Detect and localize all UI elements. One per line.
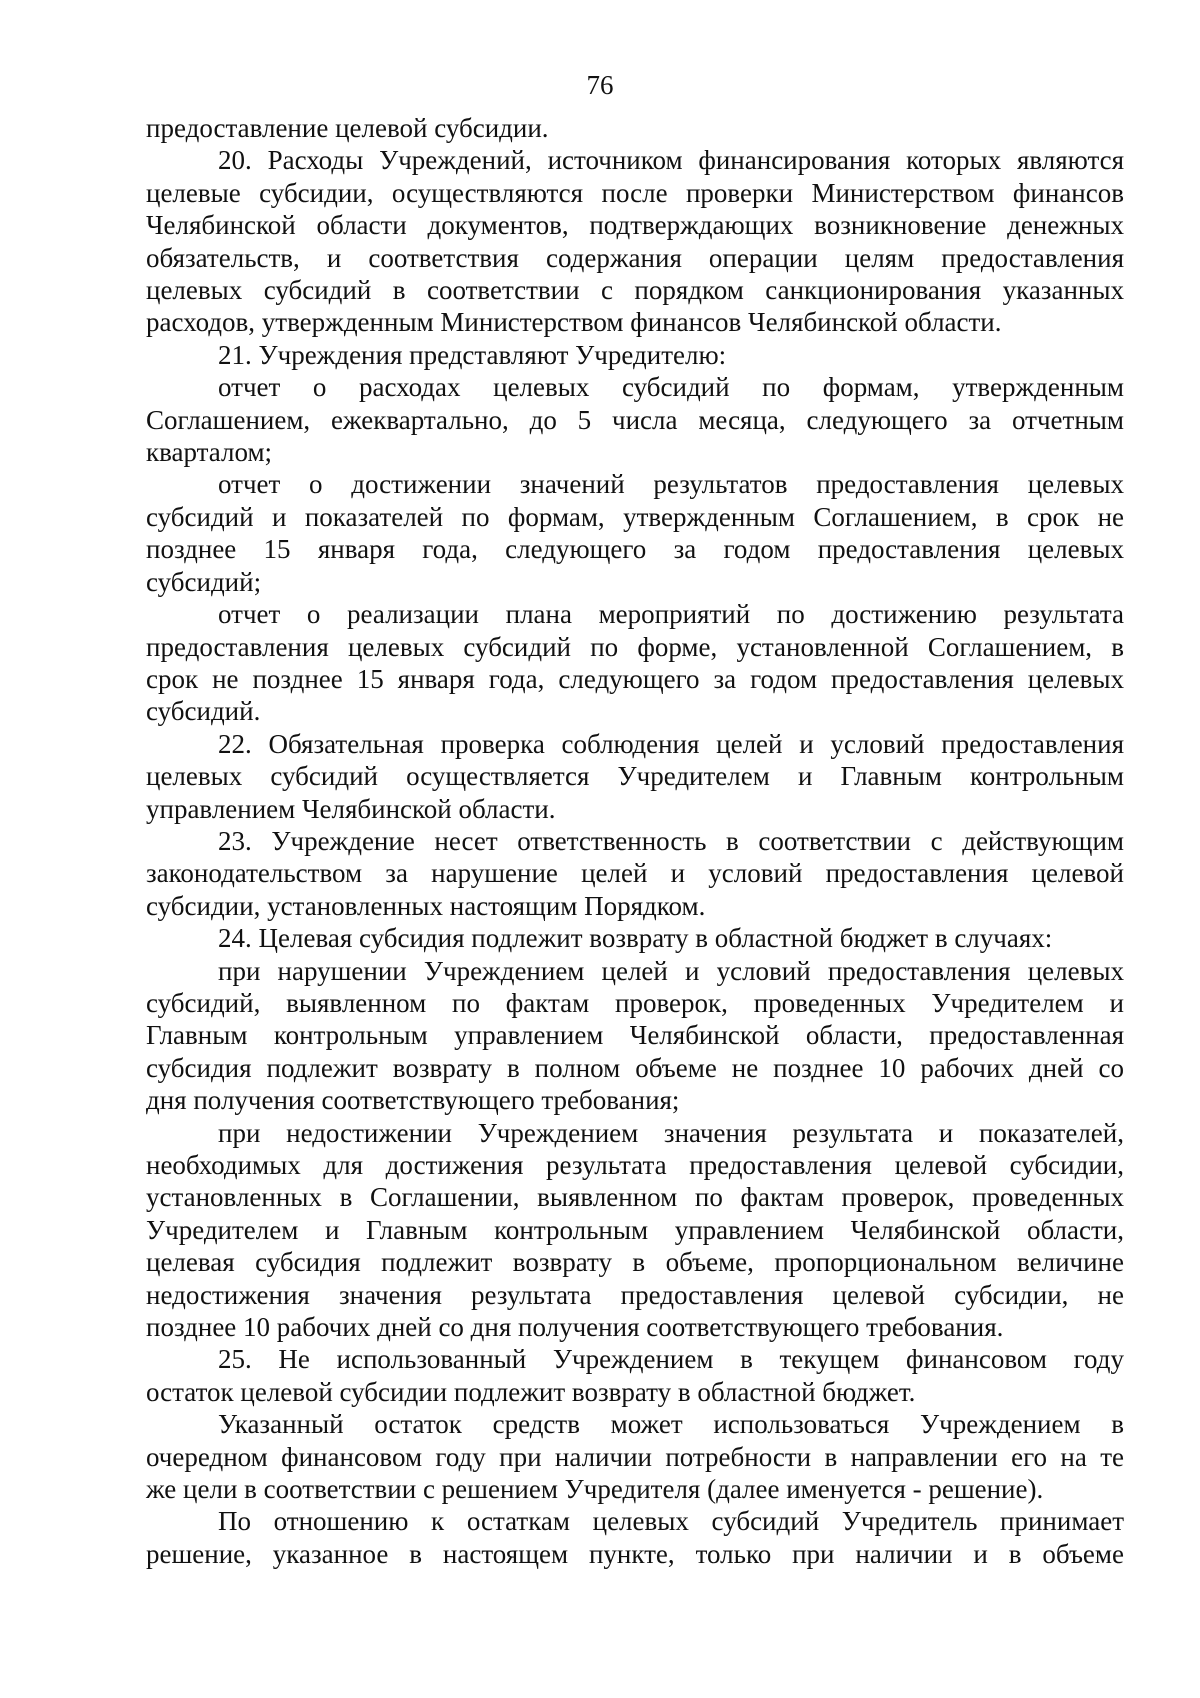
text-line: кварталом; (146, 437, 273, 468)
text-line: субсидии, установленных настоящим Порядком. (146, 890, 706, 921)
text-line: Указанный остаток средств может использоваться Учреждением в (218, 1409, 1124, 1440)
text-line: целевые субсидии, осуществляются после проверки Министерством финансов (146, 177, 1124, 208)
text-line: расходов, утвержденным Министерством финансов Челябинской области. (146, 307, 1002, 338)
text-line: установленных в Соглашении, выявленном по фактам проверок, проведенных (146, 1182, 1124, 1213)
text-line: 22. Обязательная проверка соблюдения целей и условий предоставления (218, 728, 1124, 759)
text-line: отчет о достижении значений результатов предоставления целевых (218, 469, 1124, 500)
text-line: 21. Учреждения представляют Учредителю: (218, 339, 727, 370)
text-line: дня получения соответствующего требования; (146, 1085, 680, 1116)
text-line: очередном финансовом году при наличии потребности в направлении его на те (146, 1441, 1124, 1472)
text-line: предоставление целевой субсидии. (146, 113, 549, 143)
text-line: необходимых для достижения результата предоставления целевой субсидии, (146, 1150, 1124, 1180)
text-line: 25. Не использованный Учреждением в текущем финансовом году (218, 1344, 1124, 1375)
text-line: субсидий и показателей по формам, утвержденным Соглашением, в срок не (146, 501, 1124, 532)
text-line: целевая субсидия подлежит возврату в объеме, пропорциональном величине (146, 1247, 1124, 1278)
text-line: позднее 15 января года, следующего за годом предоставления целевых (146, 534, 1124, 565)
text-line: Учредителем и Главным контрольным управлением Челябинской области, (146, 1214, 1124, 1245)
text-line: остаток целевой субсидии подлежит возврату в областной бюджет. (146, 1376, 916, 1407)
text-line: субсидия подлежит возврату в полном объеме не позднее 10 рабочих дней со (146, 1052, 1124, 1083)
text-line: законодательством за нарушение целей и условий предоставления целевой (146, 858, 1124, 889)
text-line: Челябинской области документов, подтверждающих возникновение денежных (146, 210, 1124, 241)
text-line: 24. Целевая субсидия подлежит возврату в областной бюджет в случаях: (218, 923, 1053, 954)
text-line: По отношению к остаткам целевых субсидий Учредитель принимает (218, 1506, 1124, 1537)
text-line: обязательств, и соответствия содержания операции целям предоставления (146, 242, 1124, 273)
text-line: отчет о реализации плана мероприятий по достижению результата (218, 599, 1124, 630)
text-line: Главным контрольным управлением Челябинской области, предоставленная (146, 1020, 1124, 1051)
text-line: Соглашением, ежеквартально, до 5 числа месяца, следующего за отчетным (146, 404, 1124, 435)
text-line: же цели в соответствии с решением Учредителя (далее именуется - решение). (146, 1474, 1044, 1505)
text-line: целевых субсидий осуществляется Учредителем и Главным контрольным (146, 761, 1124, 792)
page-number: 76 (586, 70, 614, 100)
document-body (146, 112, 1124, 1570)
text-line: 23. Учреждение несет ответственность в соответствии с действующим (218, 825, 1124, 856)
text-line: субсидий; (146, 566, 262, 597)
text-line: позднее 10 рабочих дней со дня получения соответствующего требования. (146, 1312, 1004, 1343)
text-line: предоставления целевых субсидий по форме, установленной Соглашением, в (146, 631, 1124, 662)
text-line: 20. Расходы Учреждений, источником финансирования которых являются (218, 145, 1124, 176)
text-line: при недостижении Учреждением значения результата и показателей, (218, 1117, 1124, 1148)
text-line: отчет о расходах целевых субсидий по формам, утвержденным (218, 372, 1124, 403)
text-line: срок не позднее 15 января года, следующего за годом предоставления целевых (146, 663, 1124, 694)
text-line: при нарушении Учреждением целей и условий предоставления целевых (218, 955, 1124, 986)
text-line: целевых субсидий в соответствии с порядком санкционирования указанных (146, 275, 1124, 306)
text-line: недостижения значения результата предоставления целевой субсидии, не (146, 1279, 1124, 1310)
text-line: субсидий. (146, 696, 261, 727)
text-line: субсидий, выявленном по фактам проверок, проведенных Учредителем и (146, 987, 1124, 1018)
text-line: решение, указанное в настоящем пункте, только при наличии и в объеме (146, 1538, 1124, 1569)
text-line: управлением Челябинской области. (146, 793, 556, 824)
